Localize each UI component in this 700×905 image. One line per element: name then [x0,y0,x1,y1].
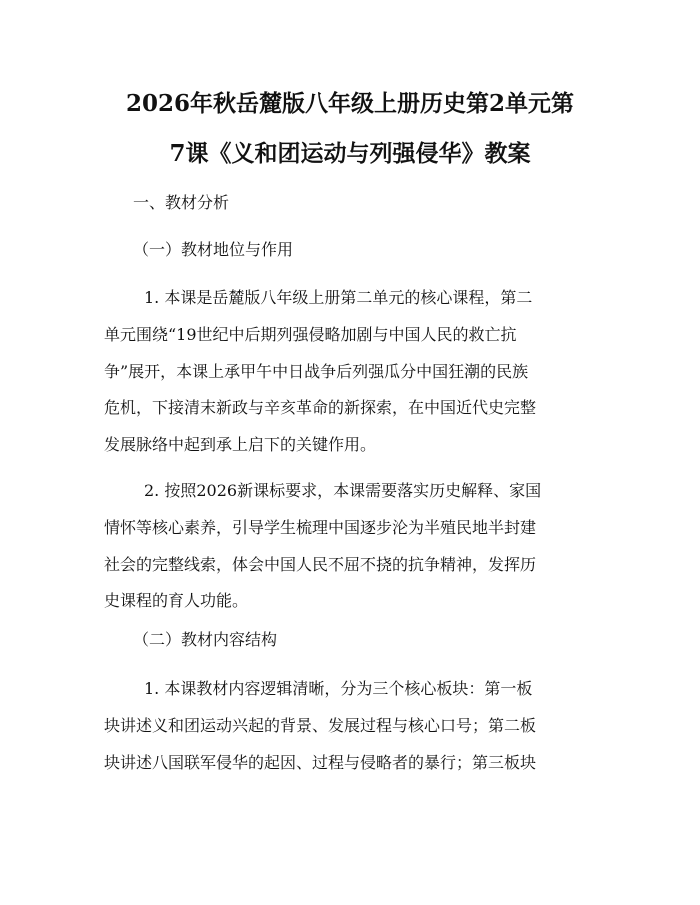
section-heading-textbook-analysis: 一、教材分析 [133,193,230,212]
paragraph-2-line: 史课程的育人功能。 [104,591,249,611]
paragraph-3-line: 1. 本课教材内容逻辑清晰，分为三个核心板块：第一板 [144,679,533,698]
paragraph-1-line: 争”展开，本课上承甲午中日战争后列强瓜分中国狂潮的民族 [104,361,529,381]
paragraph-1-line: 1. 本课是岳麓版八年级上册第二单元的核心课程，第二 [144,288,533,307]
paragraph-2 [104,473,604,620]
paragraph-2-line: 社会的完整线索，体会中国人民不屈不挠的抗争精神，发挥历 [104,554,537,574]
paragraph-2-line: 2. 按照2026新课标要求，本课需要落实历史解释、家国 [144,481,542,500]
paragraph-3-line: 块讲述义和团运动兴起的背景、发展过程与核心口号；第二板 [104,715,537,735]
subsection-heading-status-and-role: （一）教材地位与作用 [133,240,294,259]
document-title-line-2: 7课《义和团运动与列强侵华》教案 [169,140,531,167]
paragraph-1 [104,280,604,464]
paragraph-1-line: 危机，下接清末新政与辛亥革命的新探索，在中国近代史完整 [104,398,537,418]
paragraph-3-line: 块讲述八国联军侵华的起因、过程与侵略者的暴行；第三板块 [104,752,537,772]
document-title-line-1: 2026年秋岳麓版八年级上册历史第2单元第 [125,90,575,117]
subsection-heading-content-structure: （二）教材内容结构 [133,630,278,649]
paragraph-1-line: 单元围绕“19世纪中后期列强侵略加剧与中国人民的救亡抗 [104,324,517,344]
paragraph-1-line: 发展脉络中起到承上启下的关键作用。 [104,435,377,455]
paragraph-2-line: 情怀等核心素养，引导学生梳理中国逐步沦为半殖民地半封建 [104,517,537,537]
paragraph-3 [104,671,604,781]
